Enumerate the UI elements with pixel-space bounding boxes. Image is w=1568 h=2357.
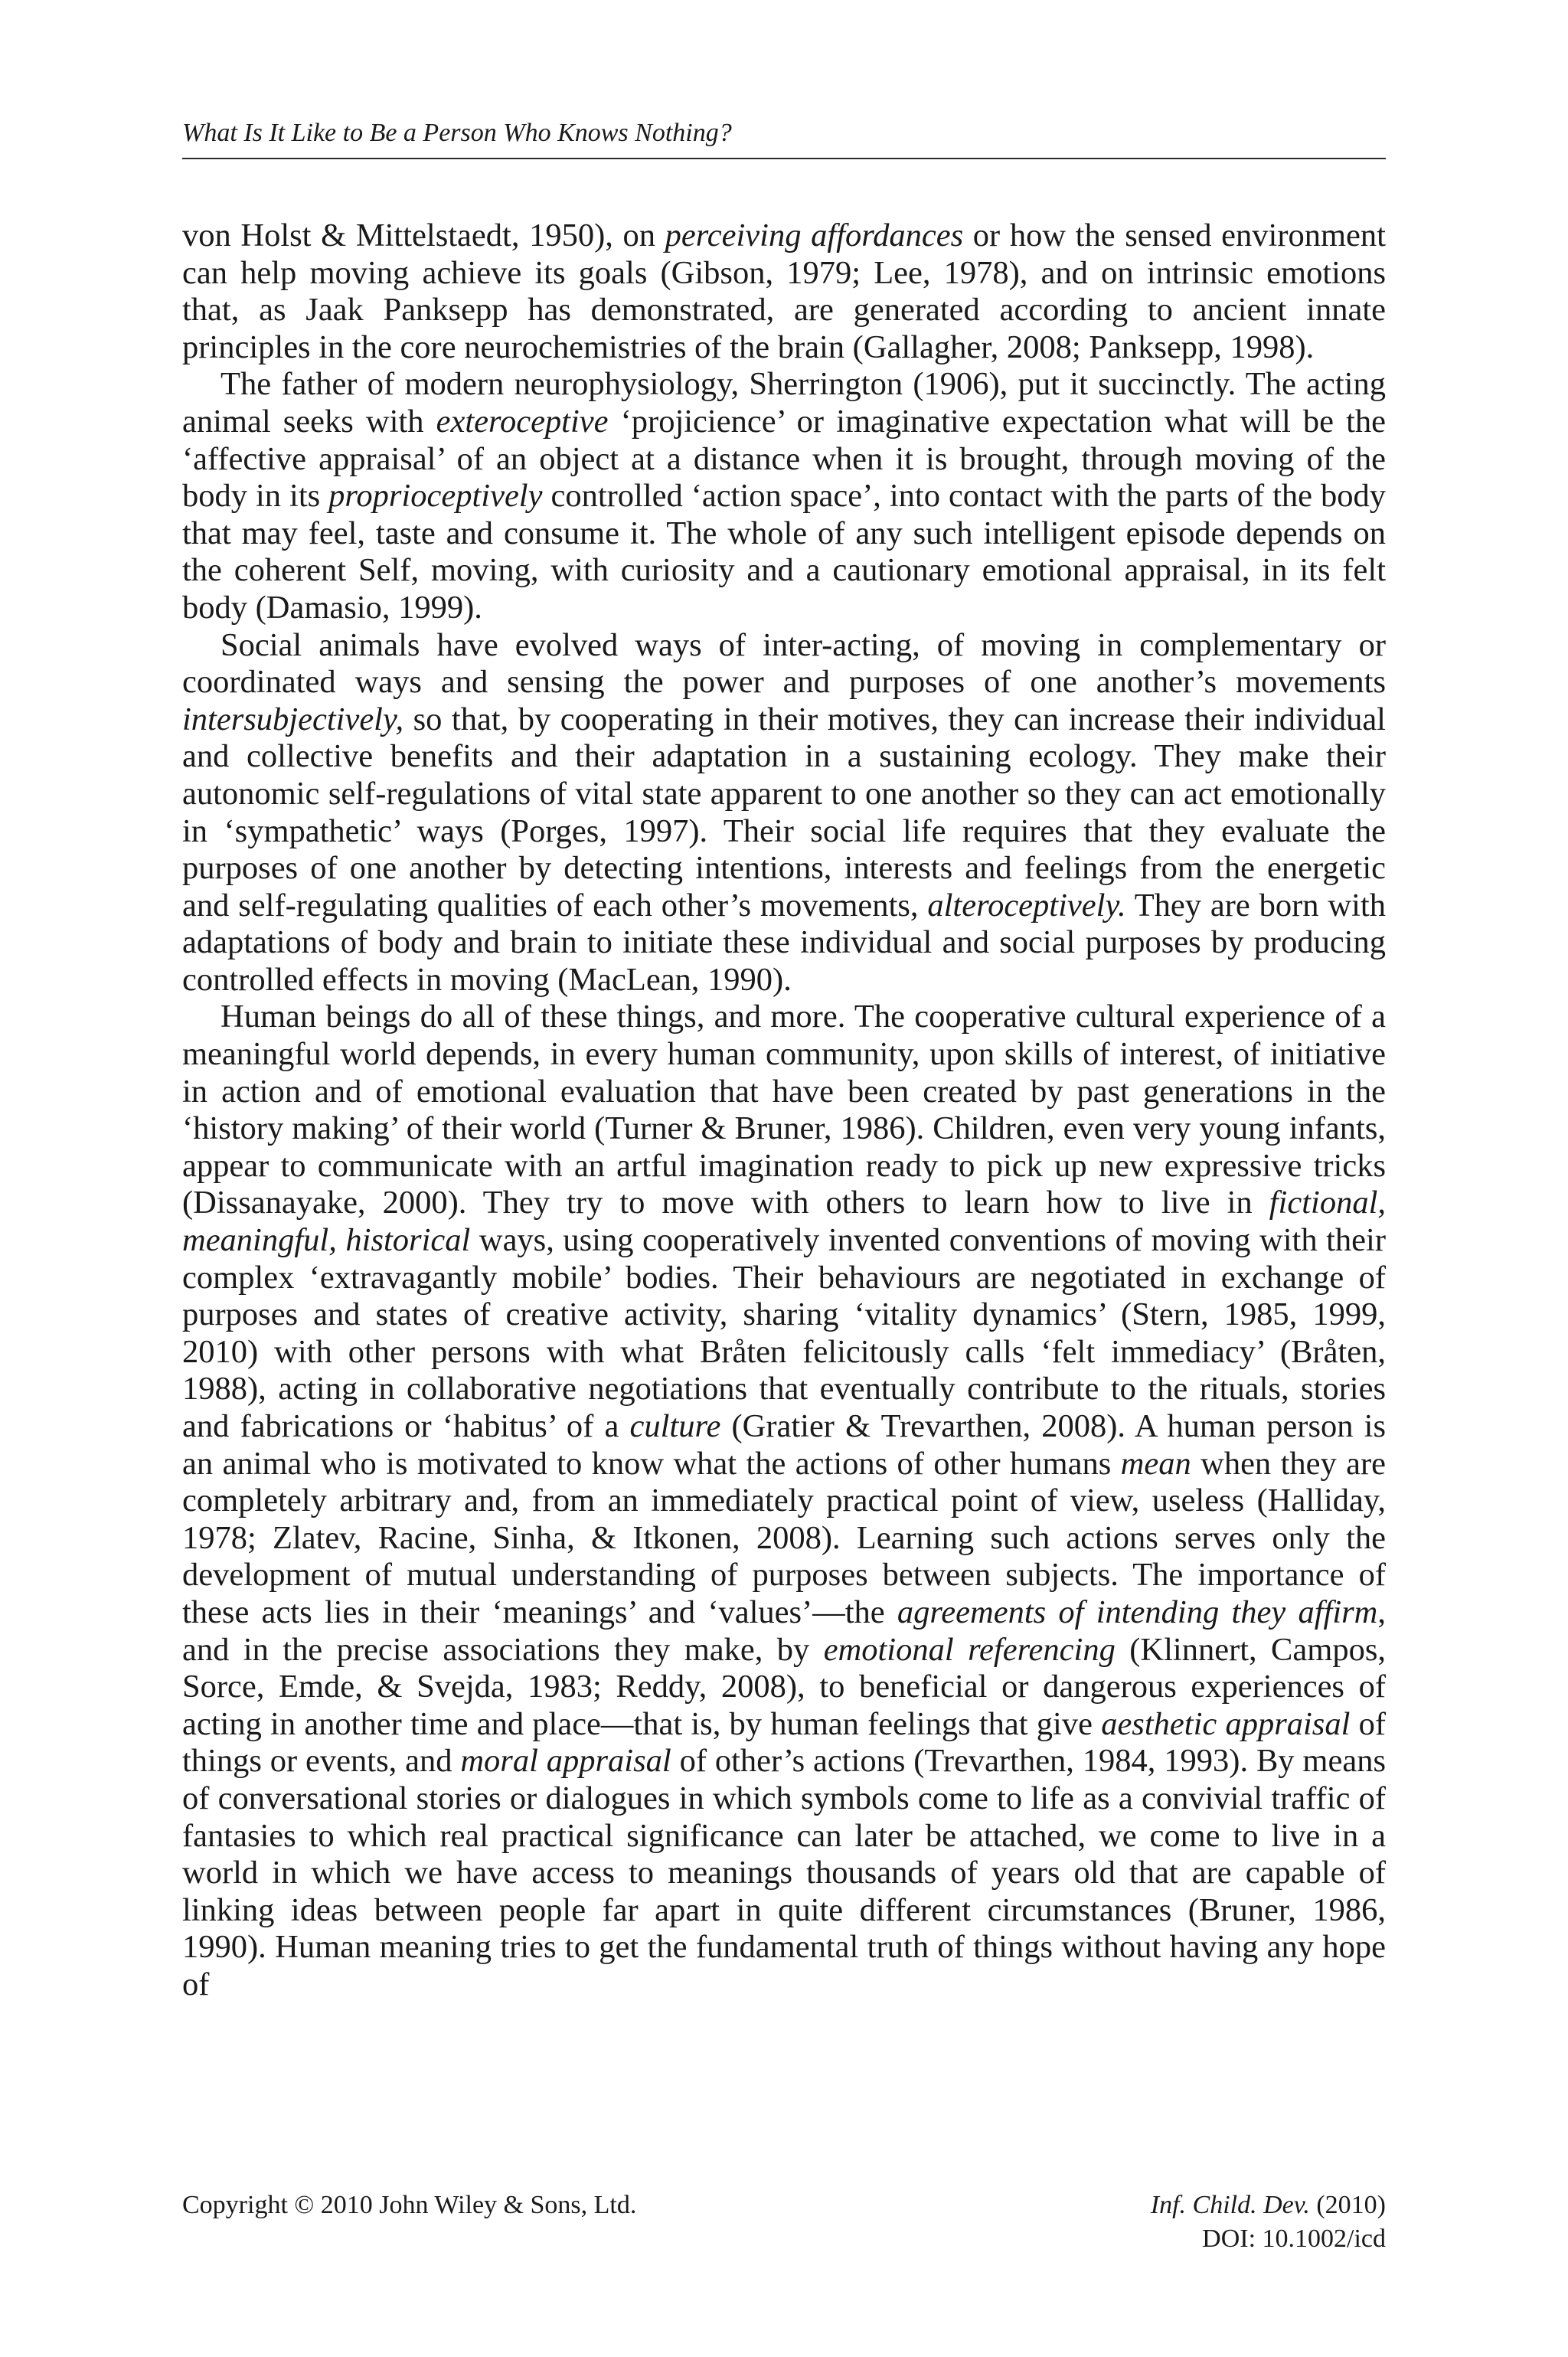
text-span: They are born with adaptations of body and brain to initiate these individual and social purposes by producing controlled effects in moving (MacLean, 1990). [182,887,1386,998]
italic-term: perceiving affordances [665,217,964,253]
text-span: of things or events, and [182,1705,1387,1780]
text-span: (Gratier & Trevarthen, 2008). A human person is an animal who is motivated to know what the actions of other humans [182,1408,1386,1482]
italic-term: alteroceptively. [927,887,1126,924]
journal-year: (2010) [1309,2191,1386,2219]
doi-line: DOI: 10.1002/icd [1202,2225,1386,2253]
paragraph-3 [182,627,1386,999]
text-span: of other’s actions (Trevarthen, 1984, 1993). By means of conversational stories or dialogues in which symbols come to life as a convivial traffic of fantasies to which real practical significance can later be attached, we come to live in a world in which we have access to meanings thousands of years old that are capable of linking ideas between people far apart in quite different circumstances (Bruner, 1986, 1990). Human meaning tries to get the fundamental truth of things without having any hope of [182,1743,1386,2002]
paragraph-2 [182,366,1386,626]
text-span: ways, using cooperatively invented conventions of moving with their complex ‘extravagantly mobile’ bodies. Their behaviours are negotiated in exchange of purposes and states of creative activity, sharing ‘vitality dynamics’ (Stern, 1985, 1999, 2010) with other persons with what Bråten felicitously calls ‘felt immediacy’ (Bråten, 1988), acting in collaborative negotiations that eventually contribute to the rituals, stories and fabrications or ‘habitus’ of a [182,1222,1387,1444]
italic-term: moral appraisal [460,1743,671,1780]
text-span: or how the sensed environment can help moving achieve its goals (Gibson, 1979; Lee, 1978), and on intrinsic emotions that, as Jaak Panksepp has demonstrated, are generated according to ancient innate principles in the core neurochemistries of the brain (Gallagher, 2008; Panksepp, 1998). [182,217,1386,365]
italic-term: agreements of intending they affirm [897,1594,1378,1630]
text-span: The father of modern neurophysiology, Sherrington (1906), put it succinctly. The acting animal seeks with [182,366,1386,440]
text-span: , and in the precise associations they make, by [182,1594,1386,1668]
paragraph-1 [182,217,1386,366]
text-span: ‘projicience’ or imaginative expectation what will be the ‘affective appraisal’ of an object at a distance when it is brought, through moving of the body in its [182,403,1387,515]
italic-term: aesthetic appraisal [1101,1705,1351,1742]
italic-term: culture [629,1408,721,1444]
copyright-notice: Copyright © 2010 John Wiley & Sons, Ltd. [182,2191,637,2219]
italic-term: fictional, meaningful, historical [182,1185,1386,1259]
text-span: Human beings do all of these things, and more. The cooperative cultural experience of a meaningful world depends, in every human community, upon skills of interest, of initiative in action and of emotional evaluation that have been created by past generations in the ‘history making’ of their world (Turner & Bruner, 1986). Children, even very young infants, appear to communicate with an artful imagination ready to pick up new expressive tricks (Dissanayake, 2000). They try to move with others to learn how to live in [182,999,1386,1221]
text-span: controlled ‘action space’, into contact with the parts of the body that may feel, taste and consume it. The whole of any such intelligent episode depends on the coherent Self, moving, with curiosity and a cautionary emotional appraisal, in its felt body (Damasio, 1999). [182,478,1386,626]
text-span: when they are completely arbitrary and, from an immediately practical point of view, useless (Halliday, 1978; Zlatev, Racine, Sinha, & Itkonen, 2008). Learning such actions serves only the development of mutual understanding of purposes between subjects. The importance of these acts lies in their ‘meanings’ and ‘values’—the [182,1445,1387,1630]
italic-term: proprioceptively [328,478,543,515]
italic-term: emotional referencing [823,1631,1116,1668]
italic-term: mean [1120,1445,1191,1482]
italic-term: intersubjectively, [182,701,404,737]
article-body [182,217,1386,2004]
paragraph-4 [182,999,1386,2003]
text-span: so that, by cooperating in their motives, they can increase their individual and collective benefits and their adaptation in a sustaining ecology. They make their autonomic self-regulations of vital state apparent to one another so they can act emotionally in ‘sympathetic’ ways (Porges, 1997). Their social life requires that they evaluate the purposes of one another by detecting intentions, interests and feelings from the energetic and self-regulating qualities of each other’s movements, [182,701,1386,924]
text-span: von Holst & Mittelstaedt, 1950), on [182,217,665,253]
text-span: Social animals have evolved ways of inter-acting, of moving in complementary or coordinated ways and sensing the power and purposes of one another’s movements [182,626,1386,701]
italic-term: exteroceptive [436,403,609,440]
journal-line [1151,2189,1386,2222]
journal-name: Inf. Child. Dev. [1150,2191,1310,2219]
citation-block [1151,2189,1386,2256]
running-head-title: What Is It Like to Be a Person Who Knows Nothing? [182,116,1386,159]
text-span: (Klinnert, Campos, Sorce, Emde, & Svejda, 1983; Reddy, 2008), to beneficial or dangerous experiences of acting in another time and place—that is, by human feelings that give [182,1631,1386,1742]
